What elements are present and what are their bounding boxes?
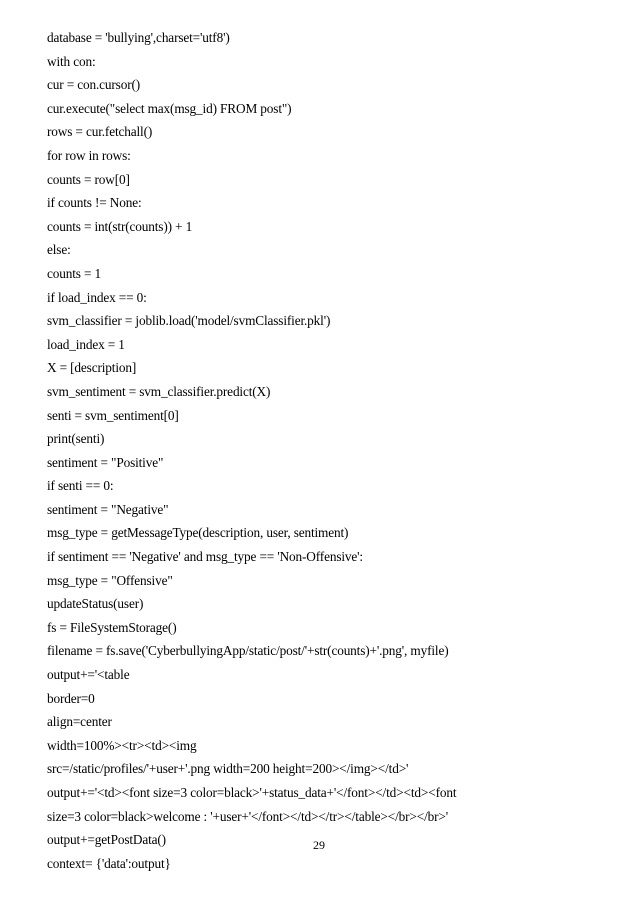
code-line: if sentiment == 'Negative' and msg_type == 'Non-Offensive': (47, 549, 363, 565)
code-line: msg_type = "Offensive" (47, 572, 173, 588)
code-line: sentiment = "Positive" (47, 454, 164, 470)
code-line: width=100%><tr><td><img (47, 737, 197, 753)
code-line: rows = cur.fetchall() (47, 124, 153, 140)
code-line: cur = con.cursor() (47, 77, 141, 93)
code-line: senti = svm_sentiment[0] (47, 407, 179, 423)
code-line: context= {'data':output} (47, 855, 171, 871)
code-line: if senti == 0: (47, 478, 114, 494)
code-line: filename = fs.save('CyberbullyingApp/static/post/'+str(counts)+'.png', myfile) (47, 643, 449, 659)
code-line: updateStatus(user) (47, 596, 144, 612)
code-line: load_index = 1 (47, 336, 125, 352)
code-line: if counts != None: (47, 195, 142, 211)
code-line: counts = int(str(counts)) + 1 (47, 218, 193, 234)
code-line: print(senti) (47, 431, 105, 447)
code-line: if load_index == 0: (47, 289, 147, 305)
code-line: with con: (47, 53, 96, 69)
code-line: src=/static/profiles/'+user+'.png width=200 height=200></img></td>' (47, 761, 409, 777)
code-line: fs = FileSystemStorage() (47, 619, 177, 635)
code-line: X = [description] (47, 360, 137, 376)
code-line: svm_sentiment = svm_classifier.predict(X) (47, 383, 271, 399)
code-listing (47, 26, 627, 875)
code-line: sentiment = "Negative" (47, 501, 169, 517)
code-line: output+='<td><font size=3 color=black>'+status_data+'</font></td><td><font (47, 785, 457, 800)
code-line: align=center (47, 714, 112, 730)
code-line: svm_classifier = joblib.load('model/svmClassifier.pkl') (47, 313, 331, 329)
code-line: cur.execute("select max(msg_id) FROM post") (47, 100, 292, 116)
code-line: border=0 (47, 690, 95, 706)
code-line: for row in rows: (47, 147, 131, 163)
code-line: msg_type = getMessageType(description, user, sentiment) (47, 525, 349, 541)
code-line: else: (47, 242, 71, 258)
code-line: counts = row[0] (47, 171, 130, 187)
page-number: 29 (313, 838, 325, 852)
code-line: output+=getPostData() (47, 832, 166, 848)
code-line: size=3 color=black>welcome : '+user+'</font></td></tr></table></br></br>' (47, 808, 449, 824)
code-line: counts = 1 (47, 265, 102, 281)
code-line: output+='<table (47, 667, 130, 683)
code-line: database = 'bullying',charset='utf8') (47, 30, 230, 45)
